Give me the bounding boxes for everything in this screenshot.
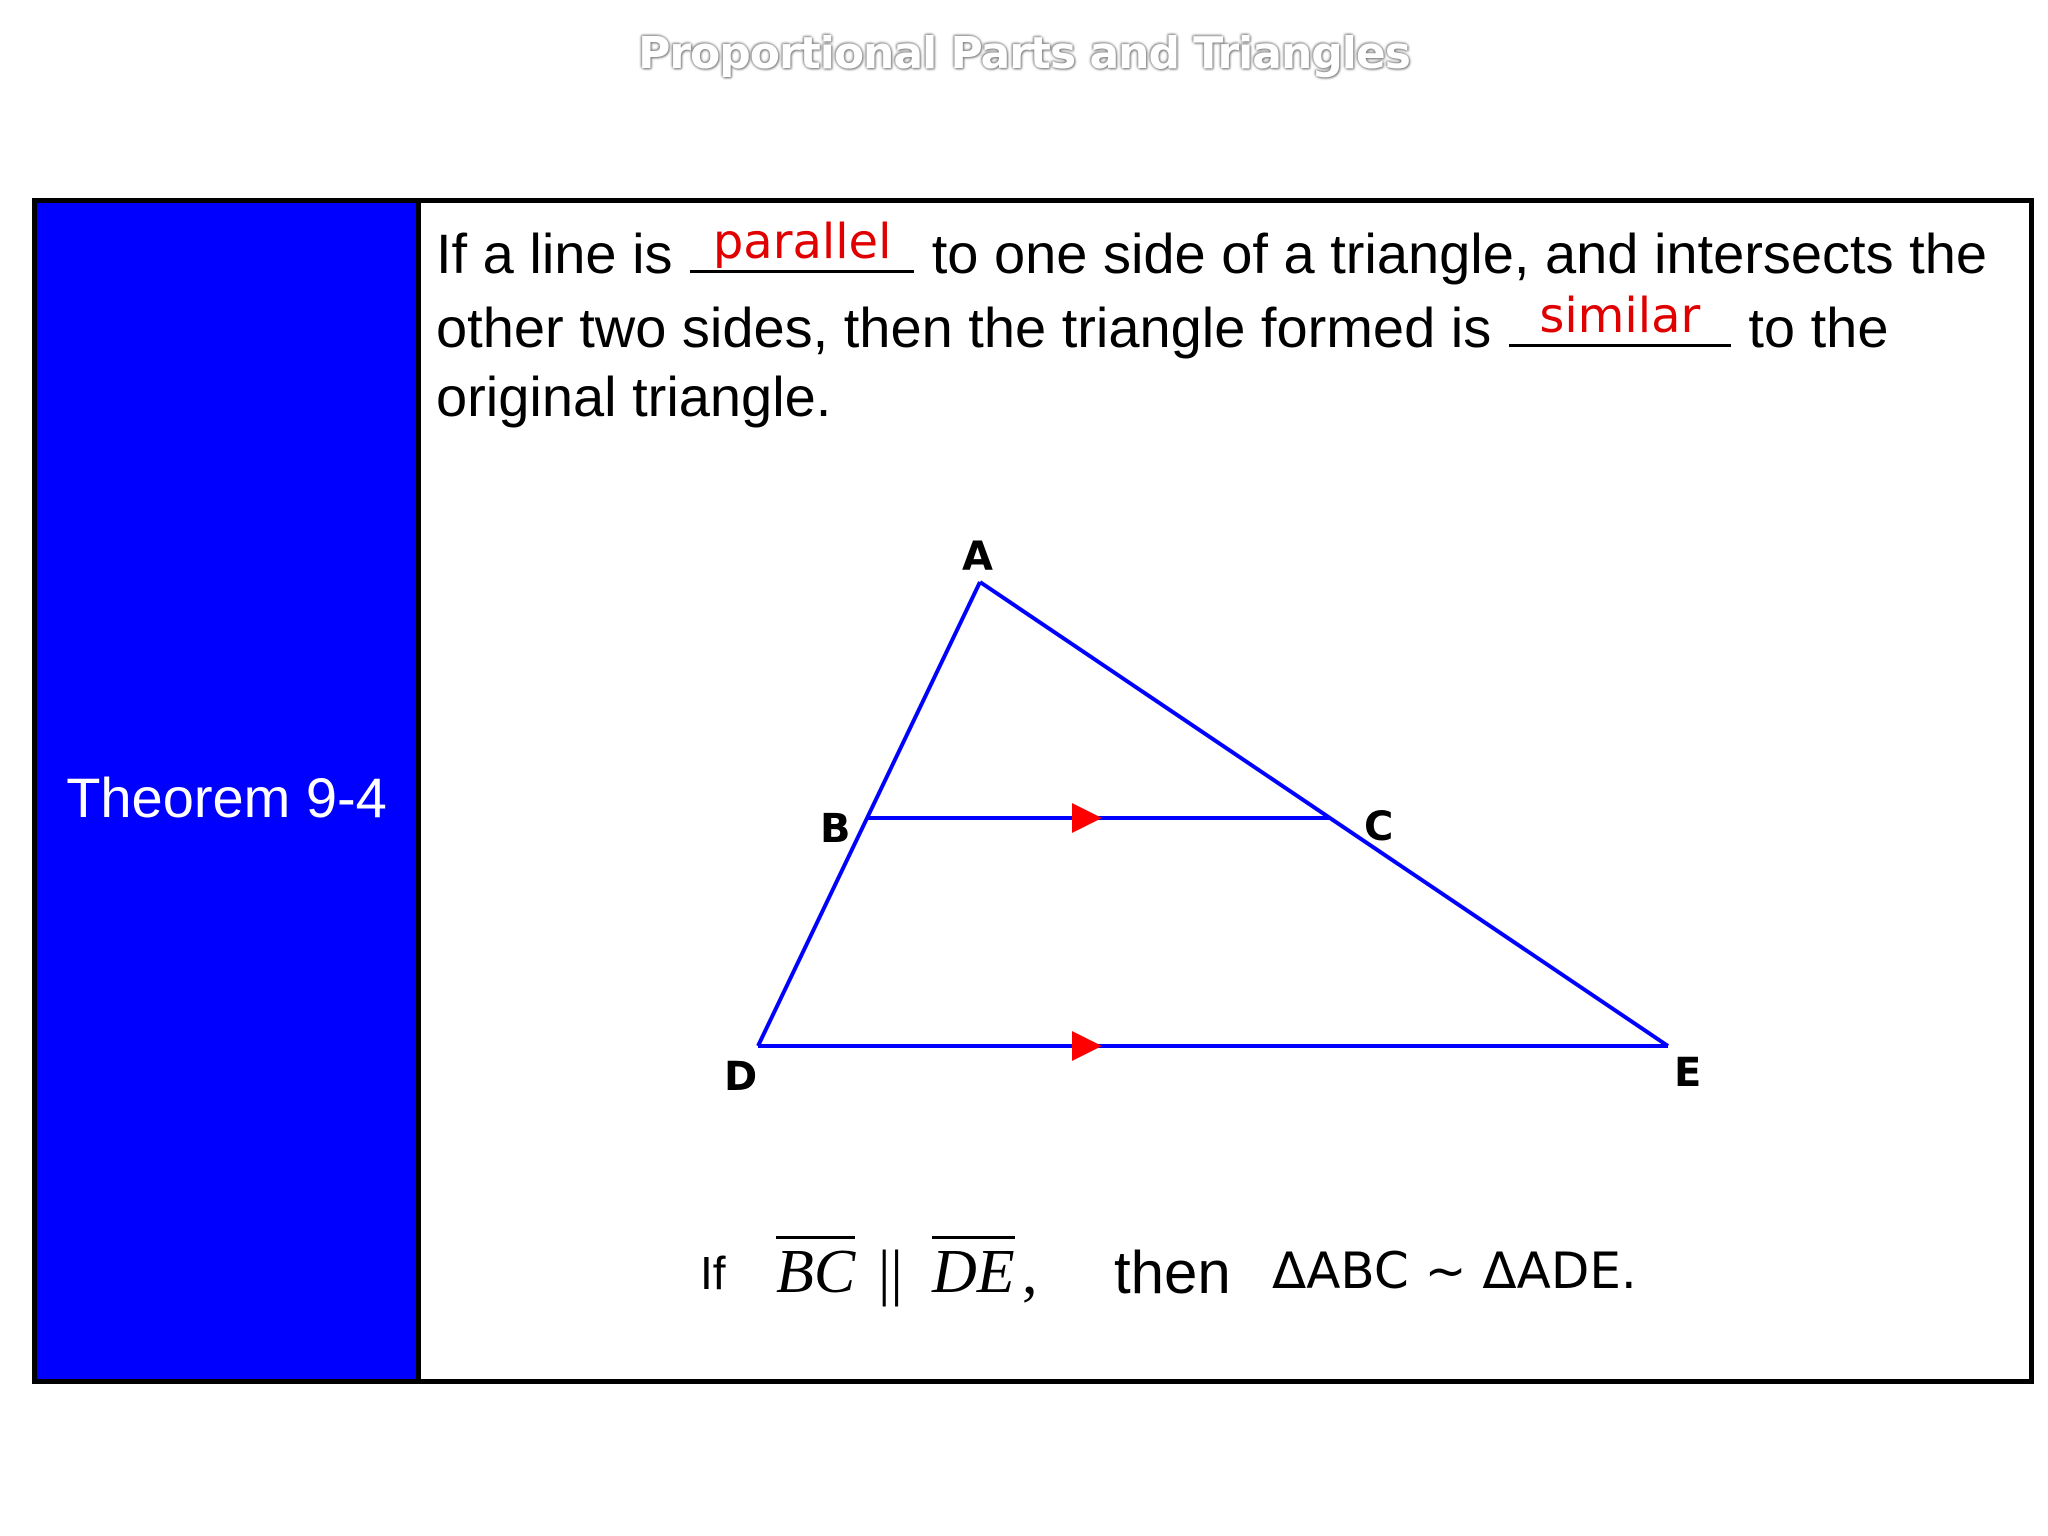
conclusion-then: then [1114, 1239, 1231, 1306]
parallel-arrow-bc [1072, 803, 1102, 833]
statement-part-3: to the original triangle. [436, 296, 1889, 428]
segment-de-notation: DE [932, 1238, 1015, 1306]
slide-title: Proportional Parts and Triangles [638, 28, 1410, 79]
statement-part-1: If a line is [436, 222, 673, 285]
parallel-arrow-de [1072, 1031, 1102, 1061]
parallel-symbol: || [878, 1239, 903, 1307]
segment-bc-notation: BC [776, 1238, 856, 1306]
label-a: A [962, 534, 993, 580]
conclusion-comma: , [1022, 1239, 1038, 1307]
blank-1-answer: parallel [712, 214, 892, 270]
label-e: E [1674, 1050, 1702, 1096]
label-b: B [820, 806, 851, 852]
conclusion-if: If [700, 1247, 726, 1299]
similarity-statement: ΔABC ~ ΔADE. [1272, 1242, 1637, 1300]
blank-2-answer: similar [1539, 288, 1701, 344]
side-ad [758, 582, 980, 1046]
label-c: C [1364, 804, 1394, 850]
statement-part-2: to one side of a triangle, and intersects the other two sides, then the triangle formed is [436, 222, 1988, 359]
label-d: D [724, 1054, 758, 1100]
theorem-label: Theorem 9-4 [66, 766, 387, 829]
